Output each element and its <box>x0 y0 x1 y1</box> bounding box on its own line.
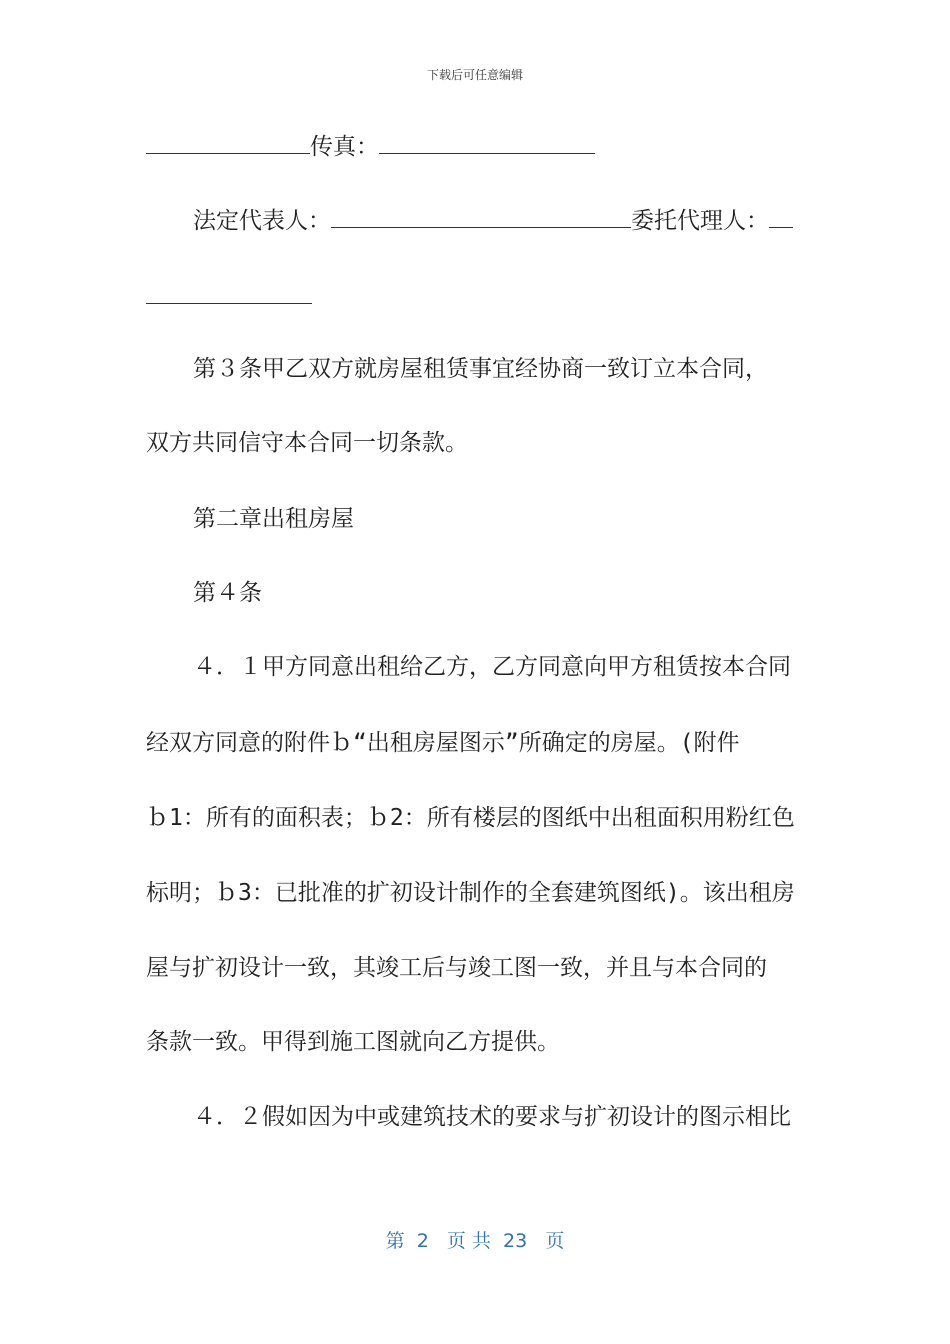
fax-label: 传真： <box>310 134 379 160</box>
paragraph-line: ４．２假如因为中或建筑技术的要求与扩初设计的图示相比 <box>193 1104 791 1130</box>
paragraph-line: 条款一致。甲得到施工图就向乙方提供。 <box>146 1029 560 1055</box>
agent-label: 委托代理人： <box>631 208 769 234</box>
paragraph-line: ｂ1：所有的面积表；ｂ2：所有楼层的图纸中出租面积用粉红色 <box>146 805 795 831</box>
agent-blank-2 <box>146 283 312 304</box>
paragraph-line: 屋与扩初设计一致，其竣工后与竣工图一致，并且与本合同的 <box>146 955 767 981</box>
representative-line <box>193 206 793 236</box>
fax-line <box>146 132 595 162</box>
page-number-footer: 第 2 页 共 23 页 <box>385 1230 565 1252</box>
legal-representative-blank <box>331 207 631 228</box>
agent-blank-continuation <box>146 282 312 312</box>
paragraph-line: 双方共同信守本合同一切条款。 <box>146 430 468 456</box>
blank-field <box>146 133 310 154</box>
paragraph-line: ４．１甲方同意出租给乙方，乙方同意向甲方租赁按本合同 <box>193 654 791 680</box>
paragraph-line: 经双方同意的附件ｂ“出租房屋图示”所确定的房屋。(附件 <box>146 730 740 756</box>
chapter-heading: 第二章出租房屋 <box>193 506 354 532</box>
paragraph-line: 第３条甲乙双方就房屋租赁事宜经协商一致订立本合同， <box>193 356 768 382</box>
paragraph-line: 标明；ｂ3：已批准的扩初设计制作的全套建筑图纸)。该出租房 <box>146 880 795 906</box>
header-note: 下载后可任意编辑 <box>426 68 523 82</box>
legal-representative-label: 法定代表人： <box>193 208 331 234</box>
agent-blank <box>769 207 793 228</box>
fax-blank <box>379 133 595 154</box>
article-heading: 第４条 <box>193 580 262 606</box>
